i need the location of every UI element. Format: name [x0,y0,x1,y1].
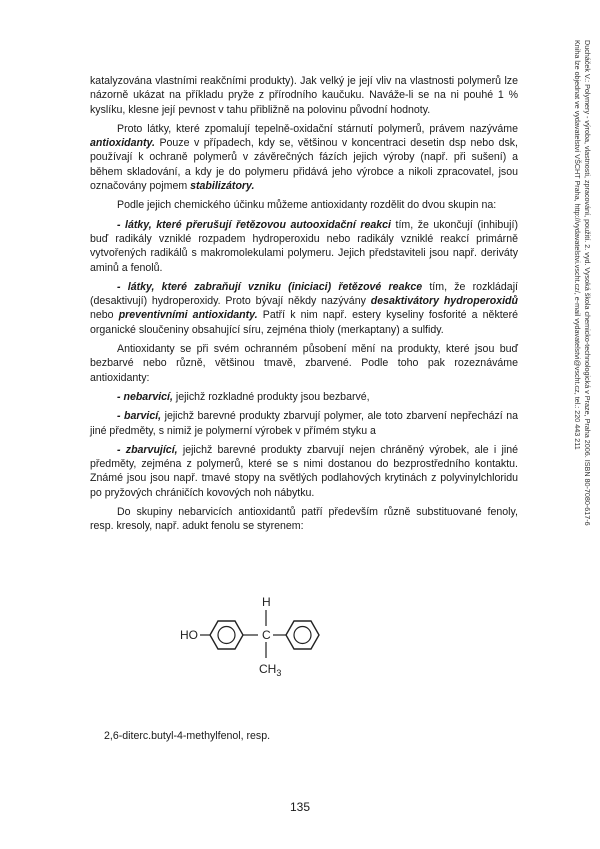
list-item-5-text: jejichž barevné produkty zbarvují nejen chráněný výrobek, ale i jiné předměty, zejména z polymerů, které se s nimi dostanou do bezprostředního kontaktu. Známé jsou jsou např. tmavé stopy na světlých podlahových krytinách z polyvinylchloridu po pryžových chráničích kovových noh nábytku. [90,443,519,499]
benzene-ring-1 [210,621,243,649]
paragraph-2-text-2: Pouze v případech, kdy se, většinou v koncentraci desetin dsp nebo dsk, používají k ochraně polymerů v závěrečných fázích jejich výroby (např. při sušení) a během skladování, a kdy je do polymeru přidává jeho výrobce a nikoli zpracovatel, jsou označovány pojmem [90,137,518,193]
chemical-structure [180,592,380,692]
paragraph-1: katalyzována vlastními reakčními produkty). Jak velký je její vliv na vlastnosti polymerů lze názorně ukázat na příkladu pryže z přírodního kaučuku. Naváže-li se na ni pouhé 1 % kyslíku, klesne její pevnost v tahu přibližně na polovinu původní hodnoty. [90,75,518,116]
molecule-h-label: H [262,595,271,609]
molecule-ho-label: HO [180,628,198,642]
list-item-1-text: tím, že ukončují (inhibují) buď radikály vzniklé rozpadem hydroperoxidu nebo radikály vzniklé reakcí primárně vytvořených radikálů s makromolekulami polymeru. Jejich představiteli jsou např. deriváty aminů a fenolů. [90,218,519,274]
list-item-2-text-3: Patří k nim např. estery kyseliny fosforité a některé organické sloučeniny obsahující síru, zejména thioly (merkaptany) a sulfidy. [90,309,518,336]
list-item-4-text: jejichž barevné produkty zbarvují polymer, ale toto zbarvení nepřechází na jiné předměty, s nimiž je polymerní výrobek v přímém styku a [90,410,518,437]
paragraph-5: Do skupiny nebarvicích antioxidantů patří především různě substituované fenoly, resp. kresoly, např. adukt fenolu se styrenem: [90,506,518,533]
list-item-2 [90,280,518,337]
side-note-text [572,40,592,800]
side-note-line-1: Ducháček V.: Polymery - výroba, vlastnosti, zpracování, použití. 2. vyd. Vysoká škola chemicko-technologická v Praze, Praha 2006. ISBN 80-7080-617-6 [583,40,592,526]
benzene-ring-2 [286,621,319,649]
list-item-1 [90,218,518,275]
list-item-4 [90,409,518,438]
term-stabilizatory: stabilizátory. [190,180,255,193]
paragraph-4: Antioxidanty se při svém ochranném působení mění na produkty, které jsou buď bezbarvé nebo různě, většinou tmavě, zbarvené. Podle toho pak rozeznáváme antioxidanty: [90,343,518,384]
list-item-3-text: jejichž rozkladné produkty jsou bezbarvé, [172,390,370,403]
list-item-5 [90,443,518,500]
molecule-c-label: C [262,628,271,642]
list-item-3-term: - nebarvicí, [117,390,173,403]
molecule-diagram [180,592,380,692]
structure-caption: 2,6-diterc.butyl-4-methylfenol, resp. [104,730,271,742]
paragraph-3: Podle jejich chemického účinku můžeme antioxidanty rozdělit do dvou skupin na: [117,199,497,212]
paragraph-2-text-1: Proto látky, které zpomalují tepelně-oxidační stárnutí polymerů, právem nazýváme [117,122,518,135]
list-item-1-term: - látky, které přerušují řetězovou autooxidační reakci [117,218,391,231]
side-note-line-2: Kniha lze objednat ve vydavatelství VŠCHT Praha, http://vydavatelstvi.vscht.cz/, e-mail vydavatelstvi@vscht.cz, tel.: 220 443 211 [573,40,582,450]
page-number: 135 [289,800,311,814]
molecule-ch3-label: $CH_3$ [259,662,282,678]
paragraph-2 [90,122,518,193]
body-text [90,74,518,539]
list-item-2-text-2: nebo [90,309,119,322]
list-item-2-term: - látky, které zabraňují vzniku (iniciaci) řetězové reakce [117,280,423,293]
list-item-2-text-1: tím, že rozkládají (desaktivují) hydroperoxidy. Proto bývají někdy nazývány [90,280,518,308]
term-antioxidanty: antioxidanty. [90,137,155,150]
list-item-3 [90,390,518,404]
term-desaktivatory: desaktivátory hydroperoxidů [370,295,518,308]
list-item-5-term: - zbarvující, [117,443,178,456]
side-note [550,40,592,800]
term-preventivni: preventivními antioxidanty. [118,309,258,322]
list-item-4-term: - barvicí, [117,410,162,423]
